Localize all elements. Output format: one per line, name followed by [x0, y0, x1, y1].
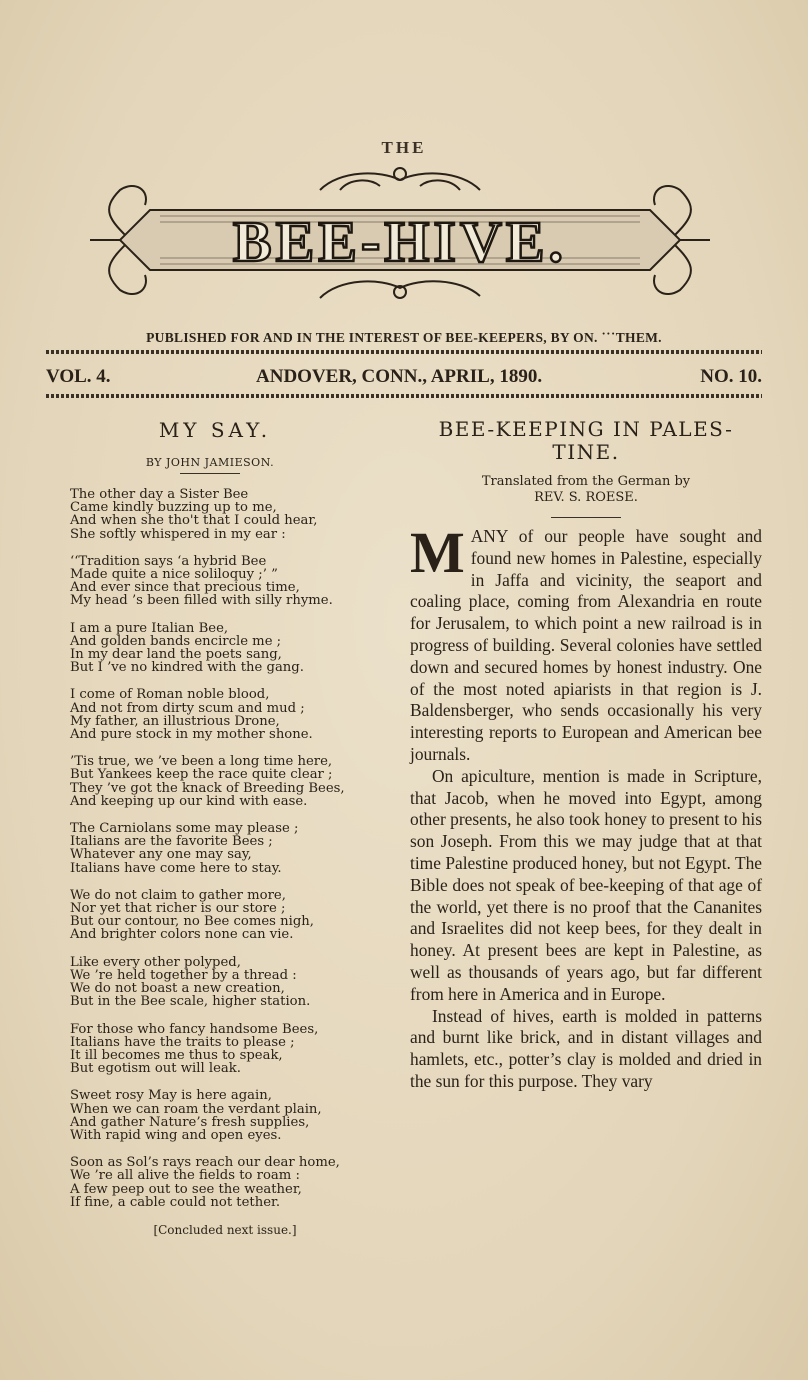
masthead-title: BEE-HIVE.	[232, 209, 568, 274]
poem-line: But I ’ve no kindred with the gang.	[70, 660, 304, 676]
poem-stanza	[70, 555, 360, 608]
translated-line: Translated from the German by	[481, 474, 691, 489]
poem-line: ’Tis true, we ’ve been a long time here,	[70, 754, 333, 770]
concluded-note: [Concluded next issue.]	[153, 1222, 297, 1237]
volume-number: VOL. 4.	[46, 366, 111, 387]
poem-line: And keeping up our kind with ease.	[70, 793, 308, 809]
poem-line: My father, an illustrious Drone,	[70, 713, 280, 729]
poem-line: But Yankees keep the race quite clear ;	[70, 767, 333, 783]
poem-line: Made quite a nice soliloquy ;’ ”	[70, 567, 278, 583]
poem-line: We do not boast a new creation,	[70, 981, 285, 997]
poem-stanza	[70, 889, 360, 942]
poem-line: But in the Bee scale, higher station.	[70, 994, 311, 1010]
poem-stanzas	[60, 488, 360, 1209]
poem-line: The Carniolans some may please ;	[70, 821, 299, 837]
publication-line: PUBLISHED FOR AND IN THE INTEREST OF BEE-KEEPERS, BY ON. ˙˙˙THEM.	[146, 330, 662, 345]
poem-line: In my dear land the poets sang,	[70, 647, 282, 663]
paragraph-1-text: ANY of our people have sought and found new homes in Palestine, especially in Jaffa and vicinity, the seaport and coaling place, coming from Alexandria en route for Jerusalem, to which point a new railroad is in progress of building. Several colonies have settled down and secured homes by honest industry. One of the most noted apiarists in that region is J. Baldensberger, who sends occasionally his very interesting reports to European and American bee journals.	[410, 526, 762, 764]
poem-line: Italians have the traits to please ;	[70, 1034, 295, 1050]
translator-name: REV. S. ROESE.	[534, 490, 638, 505]
article-rule	[551, 517, 621, 518]
poem-line: My head ’s been filled with silly rhyme.	[70, 593, 333, 609]
poem-stanza	[70, 488, 360, 541]
poem-line: Whatever any one may say,	[70, 847, 252, 863]
poem-line: Italians are the favorite Bees ;	[70, 834, 273, 850]
poem-line: And pure stock in my mother shone.	[70, 727, 313, 743]
poem-stanza	[70, 1023, 360, 1076]
byline-rule	[180, 473, 240, 474]
poem-line: Sweet rosy May is here again,	[70, 1088, 272, 1104]
drop-cap: M	[410, 520, 465, 585]
paragraph-2: On apiculture, mention is made in Scripture, that Jacob, when he moved into Egypt, among other presents, he also took honey to present to his son Joseph. From this we may judge that at that time Palestine produced honey, but not Egypt. The Bible does not speak of bee-keeping of that age of the world, yet there is no proof that the Cananites and Israelites did not keep bees, for they dealt in honey. At present bees are kept in Palestine, as well as thousands of years ago, but far different from here in America and in Europe.	[410, 765, 762, 1004]
poem-line: I am a pure Italian Bee,	[70, 620, 229, 636]
poem-line: And gather Nature’s fresh supplies,	[70, 1114, 310, 1130]
poem-line: And brighter colors none can vie.	[70, 927, 294, 943]
poem-stanza	[70, 688, 360, 741]
poem-stanza	[70, 1156, 360, 1209]
poem-line: And golden bands encircle me ;	[70, 633, 282, 649]
place-and-date: ANDOVER, CONN., APRIL, 1890.	[256, 366, 543, 387]
poem-line: When we can roam the verdant plain,	[70, 1101, 322, 1117]
issue-number: NO. 10.	[700, 366, 762, 387]
poem-line: Soon as Sol’s rays reach our dear home,	[70, 1155, 340, 1171]
poem-line: I come of Roman noble blood,	[70, 687, 270, 703]
poem-line: And when she tho't that I could hear,	[70, 513, 318, 529]
volume-line	[46, 366, 762, 390]
poem-line: Italians have come here to stay.	[70, 860, 282, 876]
translation-credit	[410, 474, 762, 506]
poem-line: She softly whispered in my ear :	[70, 526, 286, 542]
article-body	[410, 520, 762, 1093]
poem-line: A few peep out to see the weather,	[70, 1181, 302, 1197]
poem-line: We ’re held together by a thread :	[70, 967, 297, 983]
poem-line: And not from dirty scum and mud ;	[70, 700, 305, 716]
poem-line: But egotism out will leak.	[70, 1061, 241, 1077]
poem-line: They ’ve got the knack of Breeding Bees,	[70, 780, 345, 796]
poem-line: With rapid wing and open eyes.	[70, 1127, 282, 1143]
poem-stanza	[70, 755, 360, 808]
masthead-the: THE	[381, 138, 427, 157]
poem-stanza	[70, 956, 360, 1009]
article-title: BEE-KEEPING IN PALES-TINE.	[438, 417, 734, 464]
poem-line: We do not claim to gather more,	[70, 887, 286, 903]
article-column	[410, 418, 762, 1093]
poem-line: But our contour, no Bee comes nigh,	[70, 914, 314, 930]
poem-line: Nor yet that richer is our store ;	[70, 901, 286, 917]
poem-line: Like every other polyped,	[70, 954, 241, 970]
poem-line: Came kindly buzzing up to me,	[70, 500, 277, 516]
poem-stanza	[70, 622, 360, 675]
poem-line: If fine, a cable could not tether.	[70, 1194, 281, 1210]
top-rule	[46, 350, 762, 354]
masthead-logo	[90, 160, 710, 320]
poem-stanza	[70, 1089, 360, 1142]
poem-line: And ever since that precious time,	[70, 580, 300, 596]
poem-line: ‘‘Tradition says ‘a hybrid Bee	[70, 553, 267, 569]
bottom-rule	[46, 394, 762, 398]
poem-line: The other day a Sister Bee	[70, 487, 249, 502]
poem-line: We ’re all alive the fields to roam :	[70, 1168, 300, 1184]
poem-byline: BY JOHN JAMIESON.	[145, 456, 275, 469]
poem-line: For those who fancy handsome Bees,	[70, 1021, 319, 1037]
paragraph-3: Instead of hives, earth is molded in patterns and burnt like brick, and in distant villages and hamlets, etc., potter’s clay is molded and dried in the sun for this purpose. They vary	[410, 1005, 762, 1091]
paragraph-1	[410, 520, 762, 766]
poem-line: It ill becomes me thus to speak,	[70, 1047, 283, 1063]
poem-column	[60, 418, 360, 1237]
poem-stanza	[70, 822, 360, 875]
poem-title: MY SAY.	[158, 418, 272, 442]
